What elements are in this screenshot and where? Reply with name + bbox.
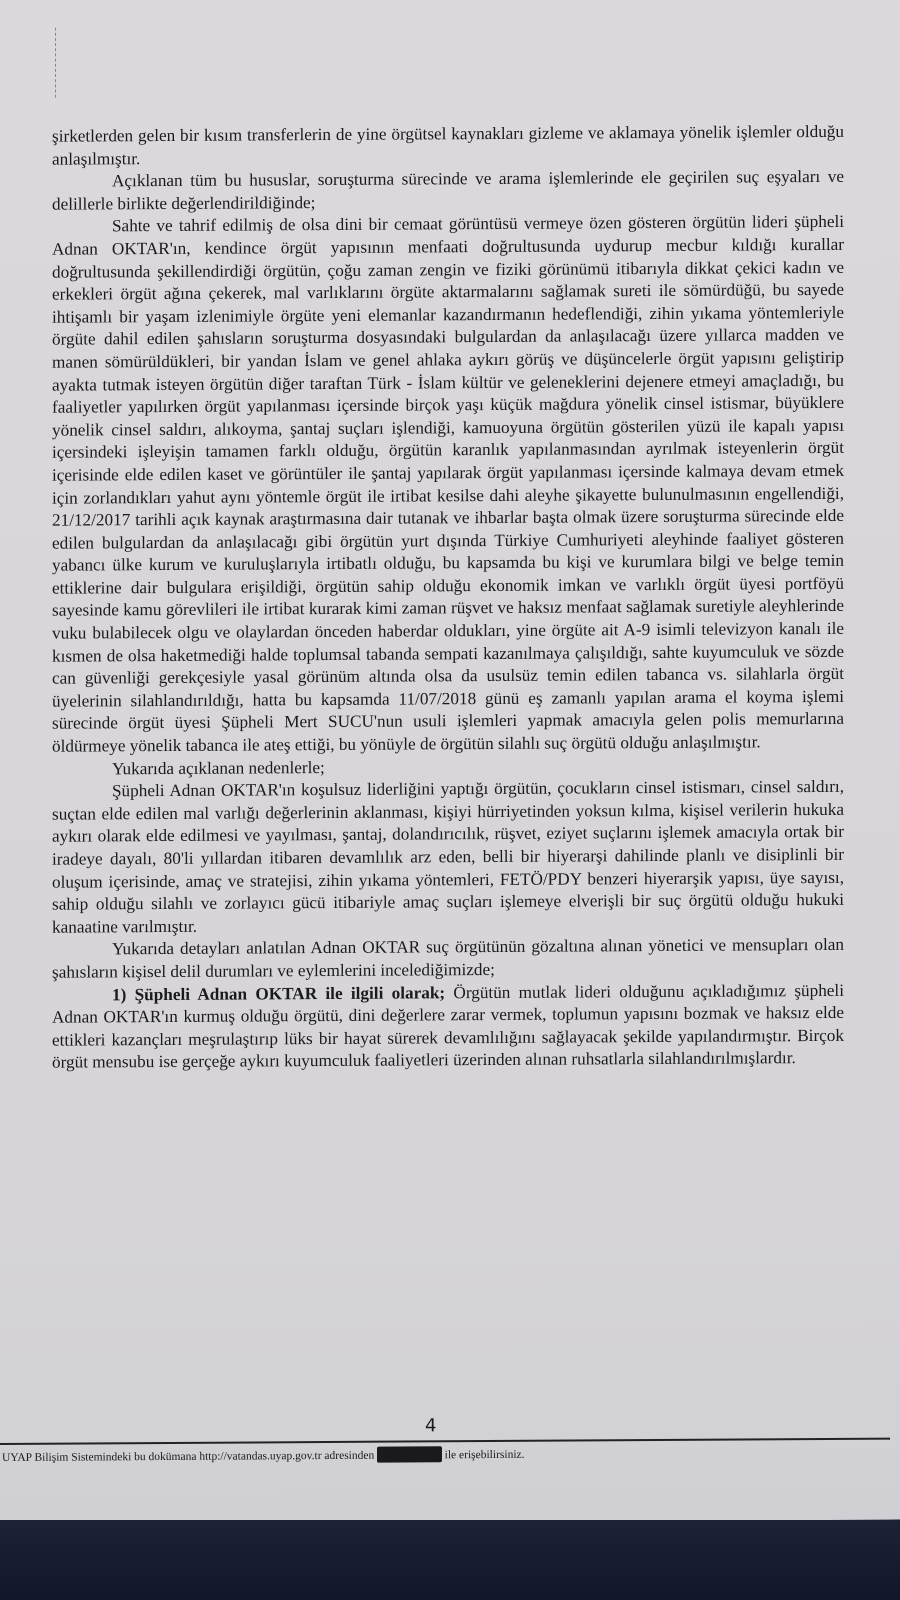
margin-punch-marks <box>55 28 58 98</box>
paragraph-1: Açıklanan tüm bu hususlar, soruşturma sürecinde ve arama işlemlerinde ele geçirilen suç eşyaları ve delillerle birlikte değerlendirildiğinde; <box>52 167 844 214</box>
paragraph-0: şirketlerden gelen bir kısım transferlerin de yine örgütsel kaynakları gizleme ve aklamaya yönelik işlemler olduğu anlaşılmıştır. <box>52 121 844 169</box>
paragraph-3: Yukarıda açıklanan nedenlerle; <box>112 757 325 778</box>
document-body <box>52 121 844 1075</box>
footer <box>2 1444 897 1465</box>
section-1-text: Örgütün mutlak lideri olduğunu açıkladığımız şüpheli Adnan OKTAR'ın kurmuş olduğu örgütü, dini değerlere zarar vermek, toplumun yapısını bozmak ve haksız elde ettikleri kazançları meşrulaştırıp lüks bir hayat sürerek devamlılığını sağlayacak şekilde yapılandırmıştır. Birçok örgüt mensubu ise gerçeğe aykırı kuyumculuk faaliyetleri üzerinden alınan ruhsatlarla silahlandırılmışlardır. <box>52 980 844 1073</box>
section-1-paragraph <box>52 979 844 1074</box>
background-surface <box>0 1520 900 1600</box>
footer-prefix: UYAP Bilişim Sistemindeki bu dokümana http://vatandas.uyap.gov.tr adresinden <box>2 1449 375 1464</box>
section-1-heading: 1) Şüpheli Adnan OKTAR ile ilgili olarak; <box>112 982 446 1004</box>
paragraph-5: Yukarıda detayları anlatılan Adnan OKTAR suç örgütünün gözaltına alınan yönetici ve mensupları olan şahısların kişisel delil durumları ve eylemlerini incelediğimizde; <box>52 935 844 982</box>
paragraph-2: Sahte ve tahrif edilmiş de olsa dini bir cemaat görüntüsü vermeye özen gösteren örgütün lideri şüpheli Adnan OKTAR'ın, kendince örgüt yapısının menfaati doğrultusunda uydurup mecbur kıldığı kurallar doğrultusunda şekillendirdiği örgütün, çoğu zaman zengin ve fiziki görünümü itibarıyla dikkat çekici kadın ve erkekleri örgüt ağına çekerek, mal varlıklarını örgüte aktarmalarını sağlamak sureti ile sömürdüğü, bu sayede ihtişamlı bir yaşam izlenimiyle örgüte yeni elemanlar kazandırmanın hedeflendiği, zihin yıkama yöntemleriyle örgüte dahil edilen şahısların soruşturma dosyasındaki bulgulardan da anlaşılacağı üzere yıllarca madden ve manen sömürüldükleri, bir yandan İslam ve genel ahlaka aykırı görüş ve düşüncelerle örgüt yapısını geliştirip ayakta tutmak isteyen örgütün diğer taraftan Türk - İslam kültür ve geleneklerini dejenere etmeyi amaçladığı, bu faaliyetler yapılırken örgüt yapılanması içersinde birçok yaşı küçük mağdura yönelik cinsel istismar, büyüklere yönelik cinsel saldırı, alıkoyma, şantaj suçları işlendiği, kamuoyuna örgütün gösterilen yüzü ile kapalı yapısı içersindeki işleyişin tamamen farklı olduğu, örgütün karanlık yapılanmasından ayrılmak isteyenlerin örgüt içerisinde elde edilen kaset ve görüntüler ile şantaj yapılarak örgüt yapılanması içersinde kalmaya devam etmek için zorlandıkları yahut aynı yöntemle örgüt ile irtibat kesilse dahi aleyhe şikayette bulunulmasının engellendiği, 21/12/2017 tarihli açık kaynak araştırmasına dair tutanak ve ihbarlar başta olmak üzere soruşturma sürecinde elde edilen bulgulardan da anlaşılacağı gibi örgütün yurt dışında Türkiye Cumhuriyeti aleyhinde faaliyet gösteren yabancı ülke kurum ve kuruluşlarıyla irtibatlı olduğu, bu kapsamda bu kişi ve kurumlara bilgi ve belge temin ettiklerine dair bulgulara erişildiği, örgütün sahip olduğu ekonomik imkan ve varlıklı örgüt üyesi portföyü sayesinde kamu görevlileri ile irtibat kurarak kimi zaman rüşvet ve haksız menfaat sağlamak suretiyle aleyhlerinde vuku bulabilecek olgu ve olaylardan önceden haberdar oldukları, yine örgüte ait A-9 isimli televizyon kanalı ile kısmen de olsa haketmediği halde toplumsal tabanda sempati kazanılmaya çalışıldığı, sahte kuyumculuk ve sözde can güvenliği gerekçesiyle yasal görünüm altında olsa da usulsüz temin edilen tabanca vs. silahlarla örgüt üyelerinin silahlandırıldığı, hatta bu kapsamda 11/07/2018 günü eş zamanlı yapılan arama el koyma işlemi sürecinde örgüt üyesi Şüpheli Mert SUCU'nun usuli işlemleri yapmak amacıyla gelen polis memurlarına öldürmeye yönelik tabanca ile ateş ettiği, bu yönüyle de örgütün silahlı suç örgütü olduğu anlaşılmıştır. <box>52 212 844 756</box>
footer-access-code-redacted: [redacted] <box>377 1446 442 1462</box>
footer-suffix: ile erişebilirsiniz. <box>444 1448 525 1462</box>
page-number: 4 <box>425 1415 437 1437</box>
paragraph-4: Şüpheli Adnan OKTAR'ın koşulsuz liderliğini yaptığı örgütün, çocukların cinsel istismarı, cinsel saldırı, suçtan elde edilen mal varlığı değerlerinin aklanması, kişiyi hürriyetinden yoksun kılma, kişisel verilerin hukuka aykırı olarak elde edilmesi ve yayılması, şantaj, dolandırıcılık, rüşvet, eziyet suçlarını işlemek amacıyla ortak bir iradeye dayalı, 80'li yıllardan itibaren devamlılık arz eden, belli bir hiyerarşi dahilinde planlı ve disiplinli bir oluşum içerisinde, amaç ve stratejisi, zihin yıkama yöntemleri, FETÖ/PDY benzeri hiyerarşik yapısı, üye sayısı, sahip olduğu silahlı ve zorlayıcı gücü itibariyle amaç suçları işlemeye elverişli bir suç örgütü olduğu hukuki kanaatine varılmıştır. <box>52 777 844 937</box>
